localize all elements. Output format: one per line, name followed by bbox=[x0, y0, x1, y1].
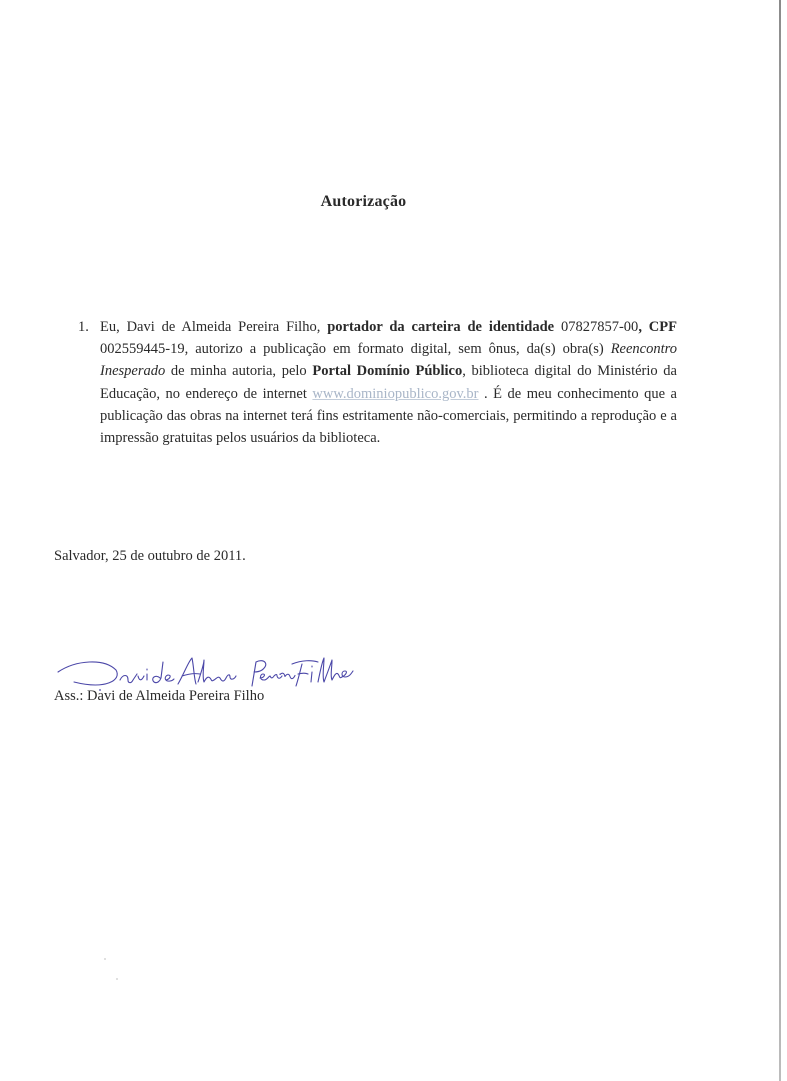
work-title: Reencontro Inesperado bbox=[100, 341, 677, 380]
text-segment: Eu, Davi de Almeida Pereira Filho, bbox=[100, 319, 328, 335]
text-segment: de minha autoria, pelo bbox=[165, 363, 313, 380]
text-segment: . É de meu conhecimento que a publicação das obras na internet terá fins estritamente não-comerciais, permitindo a reprodução e a impressão gratuitas pelos usuários da biblioteca. bbox=[100, 385, 677, 447]
website-link[interactable]: www.dominiopublico.gov.br bbox=[312, 385, 479, 402]
text-segment: 07827857-00 bbox=[554, 319, 639, 335]
signature-caption: Ass.: Davi de Almeida Pereira Filho bbox=[54, 688, 265, 704]
scan-speck bbox=[104, 958, 106, 960]
text-segment bbox=[642, 319, 649, 335]
text-segment: , biblioteca digital do Ministério da Educação, no endereço de internet bbox=[100, 363, 677, 402]
text-segment: 002559445-19, autorizo a publicação em formato digital, sem ônus, da(s) obra(s) bbox=[100, 341, 611, 358]
document-title: Autorização bbox=[320, 193, 407, 210]
scan-speck bbox=[116, 978, 118, 980]
item-number: 1. bbox=[78, 319, 89, 335]
text-segment-bold: CPF bbox=[648, 319, 677, 335]
scan-edge bbox=[779, 0, 781, 1081]
text-segment-bold: portador da carteira de identidade bbox=[327, 319, 555, 335]
text-segment-bold: Portal Domínio Público bbox=[312, 363, 463, 380]
text-segment-bold: , bbox=[638, 319, 642, 335]
authorization-text bbox=[100, 316, 677, 449]
date-line: Salvador, 25 de outubro de 2011. bbox=[54, 548, 246, 564]
